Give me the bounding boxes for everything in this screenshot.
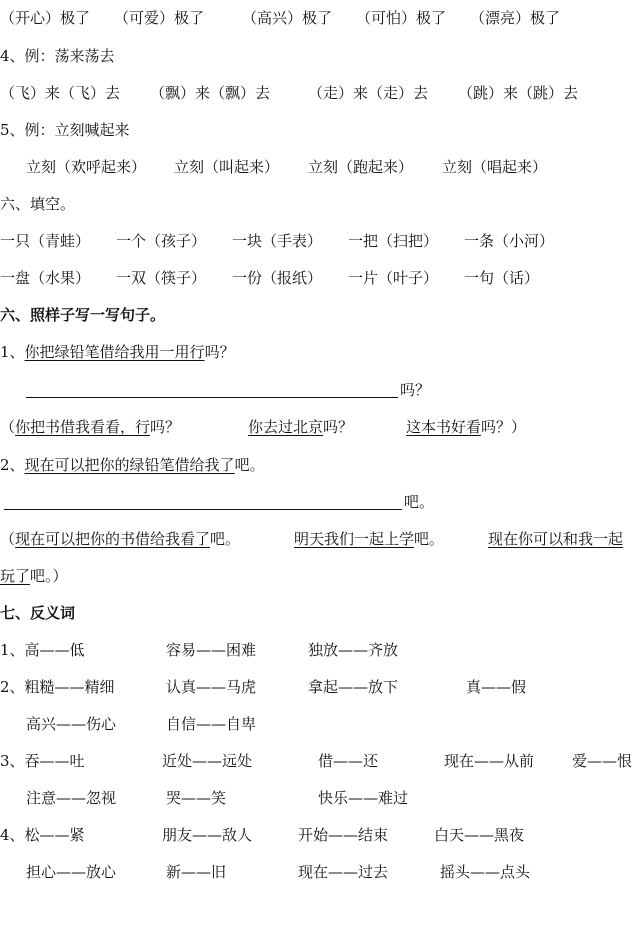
measure-word-item: 一只（青蛙）: [0, 232, 91, 250]
measure-word-item: 一条（小河）: [464, 232, 555, 250]
blank-line: [4, 509, 402, 510]
section-heading: 六、填空。: [0, 195, 76, 213]
section-heading: 4、例：荡来荡去: [0, 47, 115, 65]
sentence-q1: [0, 338, 640, 366]
antonym-pair: 新——旧: [166, 863, 227, 881]
antonym-pair: 快乐——难过: [318, 789, 409, 807]
sentence-tail: 吧。）: [30, 567, 68, 585]
sentence-q2: [0, 451, 640, 479]
antonym-row: [0, 858, 640, 886]
fill-title: [0, 190, 640, 218]
open-paren: （: [0, 530, 16, 548]
antonym-pair: 注意——忽视: [26, 789, 117, 807]
section-5-title: [0, 116, 640, 144]
antonym-pair: 担心——放心: [26, 863, 117, 881]
sentence-title: [0, 301, 640, 329]
question-number: 1、: [0, 343, 25, 361]
answer-q2: [0, 525, 640, 553]
measure-word-item: 一份（报纸）: [232, 269, 323, 287]
sentence-tail: 吧。: [234, 456, 265, 474]
section-4-title: [0, 42, 640, 70]
antonym-pair: 容易——困难: [166, 641, 257, 659]
answer-sentence: 现在可以把你的书借给我看了: [15, 530, 211, 548]
answer-sentence: 你去过北京: [248, 418, 324, 436]
antonym-pair: 摇头——点头: [440, 863, 531, 881]
section-heading: 5、例：立刻喊起来: [0, 121, 130, 139]
phrase-item: （漂亮）极了: [470, 9, 561, 27]
measure-word-item: 一句（话）: [464, 269, 540, 287]
antonym-pair: 近处——远处: [162, 752, 253, 770]
phrase-item: （跳）来（跳）去: [458, 84, 579, 102]
measure-word-item: 一把（扫把）: [348, 232, 439, 250]
exclaim-row: [0, 4, 640, 32]
answer-sentence: 玩了: [0, 567, 31, 585]
phrase-item: （飘）来（飘）去: [150, 84, 271, 102]
antonym-row: [0, 710, 640, 738]
section-heading: 七、反义词: [0, 604, 76, 622]
section-5-items: [0, 153, 640, 181]
antonym-row: [0, 673, 640, 701]
example-sentence: 现在可以把你的绿铅笔借给我了: [24, 456, 235, 474]
antonym-pair: 现在——过去: [298, 863, 389, 881]
measure-word-item: 一个（孩子）: [116, 232, 207, 250]
open-paren: （: [0, 418, 16, 436]
phrase-item: （高兴）极了: [242, 9, 333, 27]
sentence-tail: 吧。: [210, 530, 241, 548]
antonym-pair: 自信——自卑: [166, 715, 257, 733]
sentence-tail: 吗？: [150, 418, 181, 436]
measure-word-item: 一块（手表）: [232, 232, 323, 250]
answer-sentence: 这本书好看: [406, 418, 482, 436]
fill-row-1: [0, 227, 640, 255]
antonym-pair: 现在——从前: [444, 752, 535, 770]
phrase-item: （飞）来（飞）去: [0, 84, 121, 102]
phrase-item: 立刻（唱起来）: [442, 158, 548, 176]
answer-sentence: 你把书借我看看，行: [15, 418, 151, 436]
antonym-pair: 2、粗糙——精细: [0, 678, 115, 696]
answer-sentence: 明天我们一起上学: [294, 530, 415, 548]
antonym-pair: 4、松——紧: [0, 826, 85, 844]
antonym-pair: 1、高——低: [0, 641, 85, 659]
sentence-tail: 吧。: [414, 530, 445, 548]
antonym-pair: 独放——齐放: [308, 641, 399, 659]
antonym-pair: 拿起——放下: [308, 678, 399, 696]
question-number: 2、: [0, 456, 25, 474]
answer-blank-2: [0, 488, 640, 516]
antonym-pair: 高兴——伤心: [26, 715, 117, 733]
sentence-tail: 吧。: [404, 493, 435, 511]
example-sentence: 你把绿铅笔借给我用一用行: [24, 343, 205, 361]
blank-line: [26, 397, 398, 398]
antonym-pair: 开始——结束: [298, 826, 389, 844]
phrase-item: （走）来（走）去: [308, 84, 429, 102]
antonym-pair: 白天——黑夜: [434, 826, 525, 844]
phrase-item: 立刻（叫起来）: [174, 158, 280, 176]
antonym-row: [0, 821, 640, 849]
antonym-pair: 真——假: [466, 678, 527, 696]
sentence-tail: 吗？: [400, 381, 431, 399]
antonym-row: [0, 636, 640, 664]
phrase-item: 立刻（跑起来）: [308, 158, 414, 176]
answer-sentence: 现在你可以和我一起: [488, 530, 624, 548]
sentence-tail: 吗？: [204, 343, 235, 361]
phrase-item: （可爱）极了: [114, 9, 205, 27]
section-4-items: [0, 79, 640, 107]
antonym-pair: 爱——恨: [572, 752, 633, 770]
antonym-row: [0, 784, 640, 812]
antonym-pair: 借——还: [318, 752, 379, 770]
section-heading: 六、照样子写一写句子。: [0, 306, 166, 324]
phrase-item: 立刻（欢呼起来）: [26, 158, 147, 176]
phrase-item: （开心）极了: [0, 9, 91, 27]
measure-word-item: 一盘（水果）: [0, 269, 91, 287]
sentence-tail: 吗？）: [481, 418, 527, 436]
antonym-row: [0, 747, 640, 775]
measure-word-item: 一双（筷子）: [116, 269, 207, 287]
antonym-pair: 朋友——敌人: [162, 826, 253, 844]
antonym-title: [0, 599, 640, 627]
answer-blank-1: [0, 376, 640, 404]
sentence-tail: 吗？: [323, 418, 354, 436]
antonym-pair: 3、吞——吐: [0, 752, 85, 770]
phrase-item: （可怕）极了: [356, 9, 447, 27]
answer-q1: [0, 413, 640, 441]
antonym-pair: 认真——马虎: [166, 678, 257, 696]
fill-row-2: [0, 264, 640, 292]
antonym-pair: 哭——笑: [166, 789, 227, 807]
measure-word-item: 一片（叶子）: [348, 269, 439, 287]
answer-q2-cont: [0, 562, 640, 590]
